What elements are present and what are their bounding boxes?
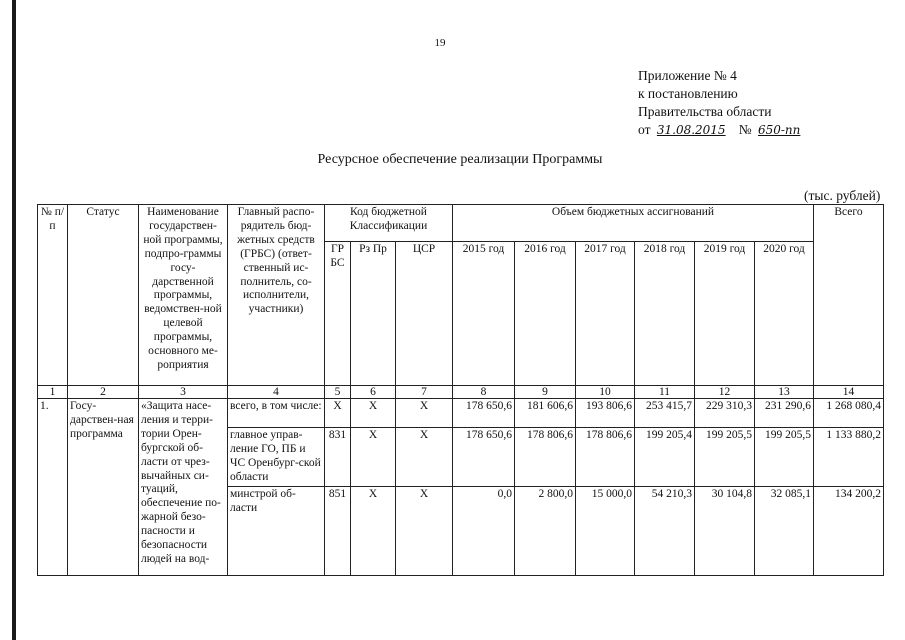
unit-label: (тыс. рублей) [804, 188, 881, 203]
csr-cell: Х [396, 487, 453, 576]
column-number: 12 [695, 386, 755, 399]
resource-table [37, 204, 884, 576]
column-number: 8 [453, 386, 515, 399]
value-cell: 0,0 [453, 487, 515, 576]
value-cell: 199 205,5 [695, 428, 755, 487]
column-number: 3 [139, 386, 228, 399]
csr-cell: Х [396, 428, 453, 487]
grbs-cell: минстрой об-ласти [228, 487, 325, 576]
value-cell: 231 290,6 [755, 399, 814, 428]
header-year-2018: 2018 год [635, 242, 695, 386]
total-cell: 1 133 880,2 [814, 428, 884, 487]
rzpr-cell: Х [351, 487, 396, 576]
header-year-2017: 2017 год [576, 242, 635, 386]
header-total: Всего [814, 205, 884, 386]
appendix-line-1: Приложение № 4 [638, 68, 737, 83]
value-cell: 199 205,5 [755, 428, 814, 487]
column-number: 13 [755, 386, 814, 399]
appendix-line-3: Правительства области [638, 104, 772, 119]
value-cell: 181 606,6 [515, 399, 576, 428]
header-csr: ЦСР [396, 242, 453, 386]
grbs-code-cell: Х [325, 399, 351, 428]
column-number: 14 [814, 386, 884, 399]
header-year-2020: 2020 год [755, 242, 814, 386]
program-number: 1. [38, 399, 68, 576]
grbs-code-cell: 851 [325, 487, 351, 576]
appendix-line-2: к постановлению [638, 86, 738, 101]
column-number: 10 [576, 386, 635, 399]
value-cell: 193 806,6 [576, 399, 635, 428]
value-cell: 199 205,4 [635, 428, 695, 487]
grbs-cell: всего, в том числе: [228, 399, 325, 428]
column-number: 2 [68, 386, 139, 399]
value-cell: 178 806,6 [515, 428, 576, 487]
value-cell: 30 104,8 [695, 487, 755, 576]
value-cell: 178 650,6 [453, 428, 515, 487]
handwritten-number: 650-пп [757, 123, 801, 137]
value-cell: 54 210,3 [635, 487, 695, 576]
handwritten-date: 31.08.2015 [656, 123, 726, 137]
from-label: от [638, 122, 651, 137]
program-status: Госу-дарствен-ная программа [68, 399, 139, 576]
column-number: 7 [396, 386, 453, 399]
header-name: Наименование государствен-ной программы, подпро-граммы госу-дарственной программы, ведомствен-ной целевой программы, основного ме-роприятия [139, 205, 228, 386]
value-cell: 15 000,0 [576, 487, 635, 576]
page-number: 19 [434, 37, 446, 49]
number-label: № [738, 122, 752, 137]
total-cell: 134 200,2 [814, 487, 884, 576]
header-allocations: Объем бюджетных ассигнований [453, 205, 814, 242]
value-cell: 2 800,0 [515, 487, 576, 576]
header-no: № п/п [38, 205, 68, 386]
column-number: 9 [515, 386, 576, 399]
column-number: 11 [635, 386, 695, 399]
rzpr-cell: Х [351, 428, 396, 487]
header-year-2019: 2019 год [695, 242, 755, 386]
total-cell: 1 268 080,4 [814, 399, 884, 428]
column-number-row [38, 386, 884, 399]
grbs-code-cell: 831 [325, 428, 351, 487]
value-cell: 253 415,7 [635, 399, 695, 428]
program-name: «Защита насе-ления и терри-тории Орен-бургской об-ласти от чрез-вычайных си-туаций, обеспечение по-жарной безо-пасности и безопасности людей на вод- [139, 399, 228, 576]
column-number: 5 [325, 386, 351, 399]
value-cell: 229 310,3 [695, 399, 755, 428]
page-edge-shadow [12, 0, 16, 640]
rzpr-cell: Х [351, 399, 396, 428]
column-number: 4 [228, 386, 325, 399]
header-grbs: Главный распо-рядитель бюд-жетных средств (ГРБС) (ответ-ственный ис-полнитель, со-исполнители, участники) [228, 205, 325, 386]
value-cell: 178 806,6 [576, 428, 635, 487]
document-title: Ресурсное обеспечение реализации Программы [317, 152, 603, 167]
column-number: 6 [351, 386, 396, 399]
value-cell: 32 085,1 [755, 487, 814, 576]
table-row [38, 399, 884, 428]
grbs-cell: главное управ-ление ГО, ПБ и ЧС Оренбург-ской области [228, 428, 325, 487]
appendix-block [638, 67, 803, 139]
header-year-2016: 2016 год [515, 242, 576, 386]
appendix-line-4 [638, 121, 803, 139]
header-status: Статус [68, 205, 139, 386]
value-cell: 178 650,6 [453, 399, 515, 428]
header-budget-code: Код бюджетной Классификации [325, 205, 453, 242]
csr-cell: Х [396, 399, 453, 428]
header-rzpr: Рз Пр [351, 242, 396, 386]
header-year-2015: 2015 год [453, 242, 515, 386]
header-grbs-code: ГР БС [325, 242, 351, 386]
column-number: 1 [38, 386, 68, 399]
